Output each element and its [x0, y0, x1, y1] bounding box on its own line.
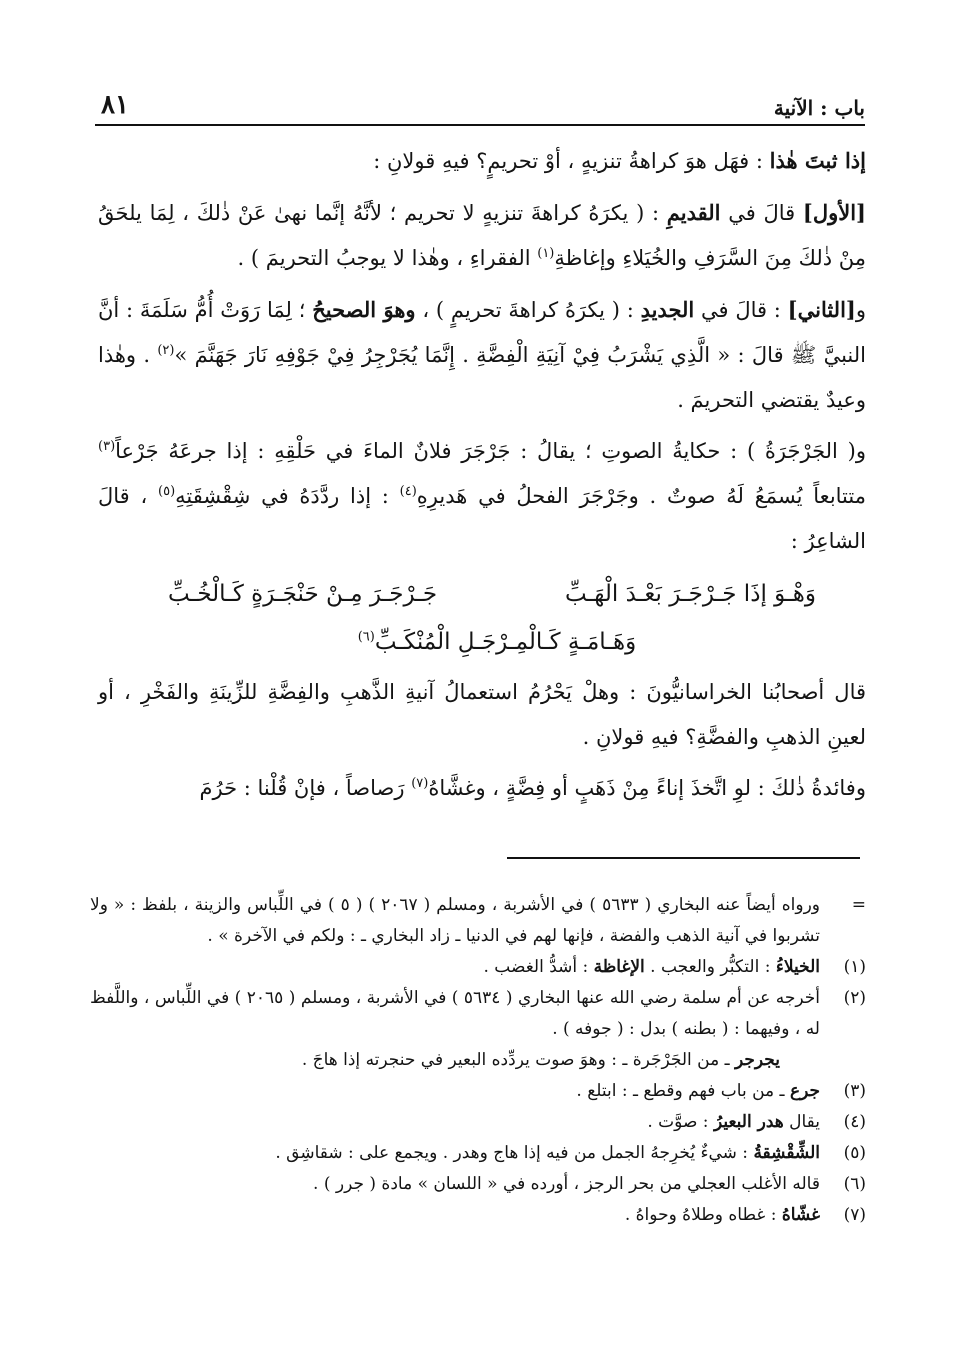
footnote-5-term: الشِّقْشِقةُ [753, 1143, 820, 1163]
poem-hemistich-2: جَـرْجَـرَ مِـنْ حَنْجَـرَةٍ كَـالْخُـبِّ [168, 581, 438, 607]
footnote-separator [507, 857, 860, 859]
p3-a: و [855, 298, 867, 322]
footnote-7-term: غشّاهُ [781, 1205, 820, 1225]
p3-d: : ( يكرَهُ كراهةَ تحريمٍ ) ، [415, 298, 641, 322]
p4-a: و( الجَرْجَرَةُ ) : حكايةُ الصوتِ ؛ يقالُ : جَرْجَرَ فلانٌ الماءَ في حَلْقِهِ : إذا جرعَهُ جَرْعاً [115, 439, 866, 463]
footnote-3-term: جرع [789, 1081, 820, 1101]
footnote-2-extra-text: ـ من الجَرْجَرة ـ : وهوَ صوت يردِّده البعير في حنجرته إذا هاجَ . [301, 1050, 736, 1070]
footnote-5-text: : شيءٌ يُخرِجهُ الجمل من فيه إذا هاج وهدر . ويجمع على : شقاشِق . [275, 1143, 754, 1163]
footnote-continuation [90, 890, 866, 952]
p3-b: : قالَ في [694, 298, 788, 322]
chapter-title: باب : الآنية [773, 96, 865, 120]
p4-d: ، قالَ الشاعِرُ : [98, 484, 866, 553]
footnote-2-text: أخرجه عن أم سلمة رضي الله عنها البخاري ( ٥٦٣٤ ) في الأشربة ، ومسلم ( ٢٠٦٥ ) في اللِّباس ، واللَّفظ له ، وفيهما : ( بطنه ) بدل : ( جوفه ) . [90, 988, 820, 1039]
p3-c: الجديدِ [640, 297, 695, 322]
footnote-7 [90, 1200, 866, 1231]
footnote-2-number: (٢) [843, 988, 866, 1008]
poem-hemistich-1: وَهْـوَ إذَا جَـرْجَـرَ بَعْـدَ الْهَـبِّ [564, 581, 816, 607]
continuation-marker: = [851, 895, 866, 915]
footnote-7-text: : غطاه وطلاهُ وحواهُ . [624, 1205, 782, 1225]
p2-b: القديمِ [666, 200, 721, 225]
continuation-text: ورواه أيضاً عنه البخاري ( ٥٦٣٣ ) في الأشربة ، ومسلم ( ٢٠٦٧ ) ( ٥ ) في اللِّباس والزينة ، بلفظ : « ولا تشربوا في آنية الذهب والفضة ، فإنها لهم في الدنيا ـ زاد البخاري ـ : ولكم في الآخرة » . [90, 895, 820, 946]
footnote-2-extra [90, 1045, 866, 1076]
paragraph-4 [98, 429, 866, 564]
p1-rest: : فهَل هوَ كراهةُ تنزيهٍ ، أوْ تحريمٍ؟ فيهِ قولانِ : [373, 149, 770, 173]
page-header [95, 86, 865, 126]
paragraph-1 [98, 138, 866, 184]
p5-text: قال أصحابُنا الخراسانيُّونَ : وهلْ يَحْرُمُ استعمالُ آنيةِ الذَّهبِ والفِضَّةِ للزِّينَةِ والفَخْرِ ، أو لعينِ الذهبِ والفضَّةِ؟ فيهِ قولانِ . [98, 680, 867, 749]
footnote-7-number: (٧) [843, 1205, 866, 1225]
footnote-1-number: (١) [843, 957, 866, 977]
footnotes [90, 890, 866, 1231]
p3-lead: [الثاني] [787, 297, 856, 322]
footnote-ref-6[interactable]: (٦) [357, 629, 375, 645]
footnote-5-number: (٥) [843, 1143, 866, 1163]
poem-line-2 [98, 618, 866, 666]
poem [98, 570, 866, 666]
page-number: ٨١ [101, 90, 129, 120]
p2-c: : ( يكرَهُ كراهةَ تنزيهٍ لا تحريم ؛ لأنَّهُ إنَّما نهىٰ عَنْ ذٰلكَ ، لِمَا يلحَقُ مِنْ ذٰلكَ مِنَ السَّرَفِ والخُيَلاءِ وإغاظةِ [98, 201, 866, 270]
footnote-4-number: (٤) [843, 1112, 866, 1132]
footnote-6-text: قاله الأغلب العجلي من بحر الرجز ، أورده في « اللسان » مادة ( جرر ) . [313, 1174, 820, 1194]
footnote-3 [90, 1076, 866, 1107]
footnote-ref-7[interactable]: (٧) [411, 776, 429, 791]
main-text [98, 138, 866, 817]
footnote-4-term: هدر البعيرُ [713, 1112, 784, 1132]
footnote-1-a: : التكبُّر والعجب . [644, 957, 776, 977]
footnote-ref-1[interactable]: (١) [537, 246, 555, 261]
footnote-4-a: يقال [783, 1112, 820, 1132]
footnote-ref-4[interactable]: (٤) [399, 484, 417, 499]
footnote-1-term-1: الخيلاءُ [775, 957, 820, 977]
paragraph-2 [98, 190, 866, 281]
footnote-ref-3[interactable]: (٣) [98, 439, 116, 454]
p4-b: متتابعاً يُسمَعُ لَهُ صوتٌ . وجَرْجَرَ الفحلُ في هَديرِهِ [416, 484, 866, 508]
footnote-3-text: ـ من باب فهم وقطع ـ : ابتلع . [576, 1081, 790, 1101]
p6-a: وفائدةُ ذٰلكَ : لوِ اتَّخذَ إناءً مِنْ ذَهَبٍ أو فِضَّةٍ ، وغشَّاهُ [428, 776, 866, 800]
footnote-2 [90, 983, 866, 1045]
p4-c: : إذا ردَّدَهُ في شِقْشِقَتِهِ [175, 484, 400, 508]
footnote-1-term-2: الإغاظة [593, 957, 645, 977]
footnote-4-b: : صوَّت . [647, 1112, 714, 1132]
p2-a: قالَ في [720, 201, 803, 225]
p6-b: رَصاصاً ، فإنْ قُلْنا : حَرُمَ [199, 776, 412, 800]
p3-e: وهوَ الصحيحُ [312, 297, 416, 322]
footnote-5 [90, 1138, 866, 1169]
p2-lead: [الأول] [802, 200, 866, 225]
footnote-1-b: : أشدُّ الغضب . [483, 957, 594, 977]
poem-line-1 [98, 570, 866, 618]
footnote-2-extra-term: يجرجر [735, 1050, 780, 1070]
paragraph-6 [98, 766, 866, 811]
footnote-3-number: (٣) [843, 1081, 866, 1101]
p2-d: الفقراءِ ، وهٰذا لا يوجبُ التحريمَ ) . [237, 246, 538, 270]
footnote-1 [90, 952, 866, 983]
p3-f: ؛ لِمَا رَوَتْ أُمُّ سَلَمَةَ : أنَّ النبيَّ ﷺ قالَ : « الَّذِي يَشْرَبُ فِيْ آنِيَةِ الْفِضَّةِ . إِنَّمَا يُجَرْجِرُ فِيْ جَوْفِهِ نَارَ جَهَنَّمَ » [98, 298, 866, 367]
footnote-6 [90, 1169, 866, 1200]
p3-g: . وهٰذا وعيدٌ يقتضي التحريمَ . [98, 343, 866, 412]
p1-lead: إذا ثبتَ هٰذا [769, 148, 866, 173]
footnote-ref-5[interactable]: (٥) [158, 484, 176, 499]
paragraph-5 [98, 670, 866, 760]
paragraph-3 [98, 287, 866, 423]
footnote-6-number: (٦) [843, 1174, 866, 1194]
poem-hemistich-3: وَهَـامَـةٍ كَـالْمِـرْجَـلِ الْمُنْكَـبِّ [374, 629, 637, 655]
footnote-4 [90, 1107, 866, 1138]
footnote-ref-2[interactable]: (٢) [157, 343, 175, 358]
